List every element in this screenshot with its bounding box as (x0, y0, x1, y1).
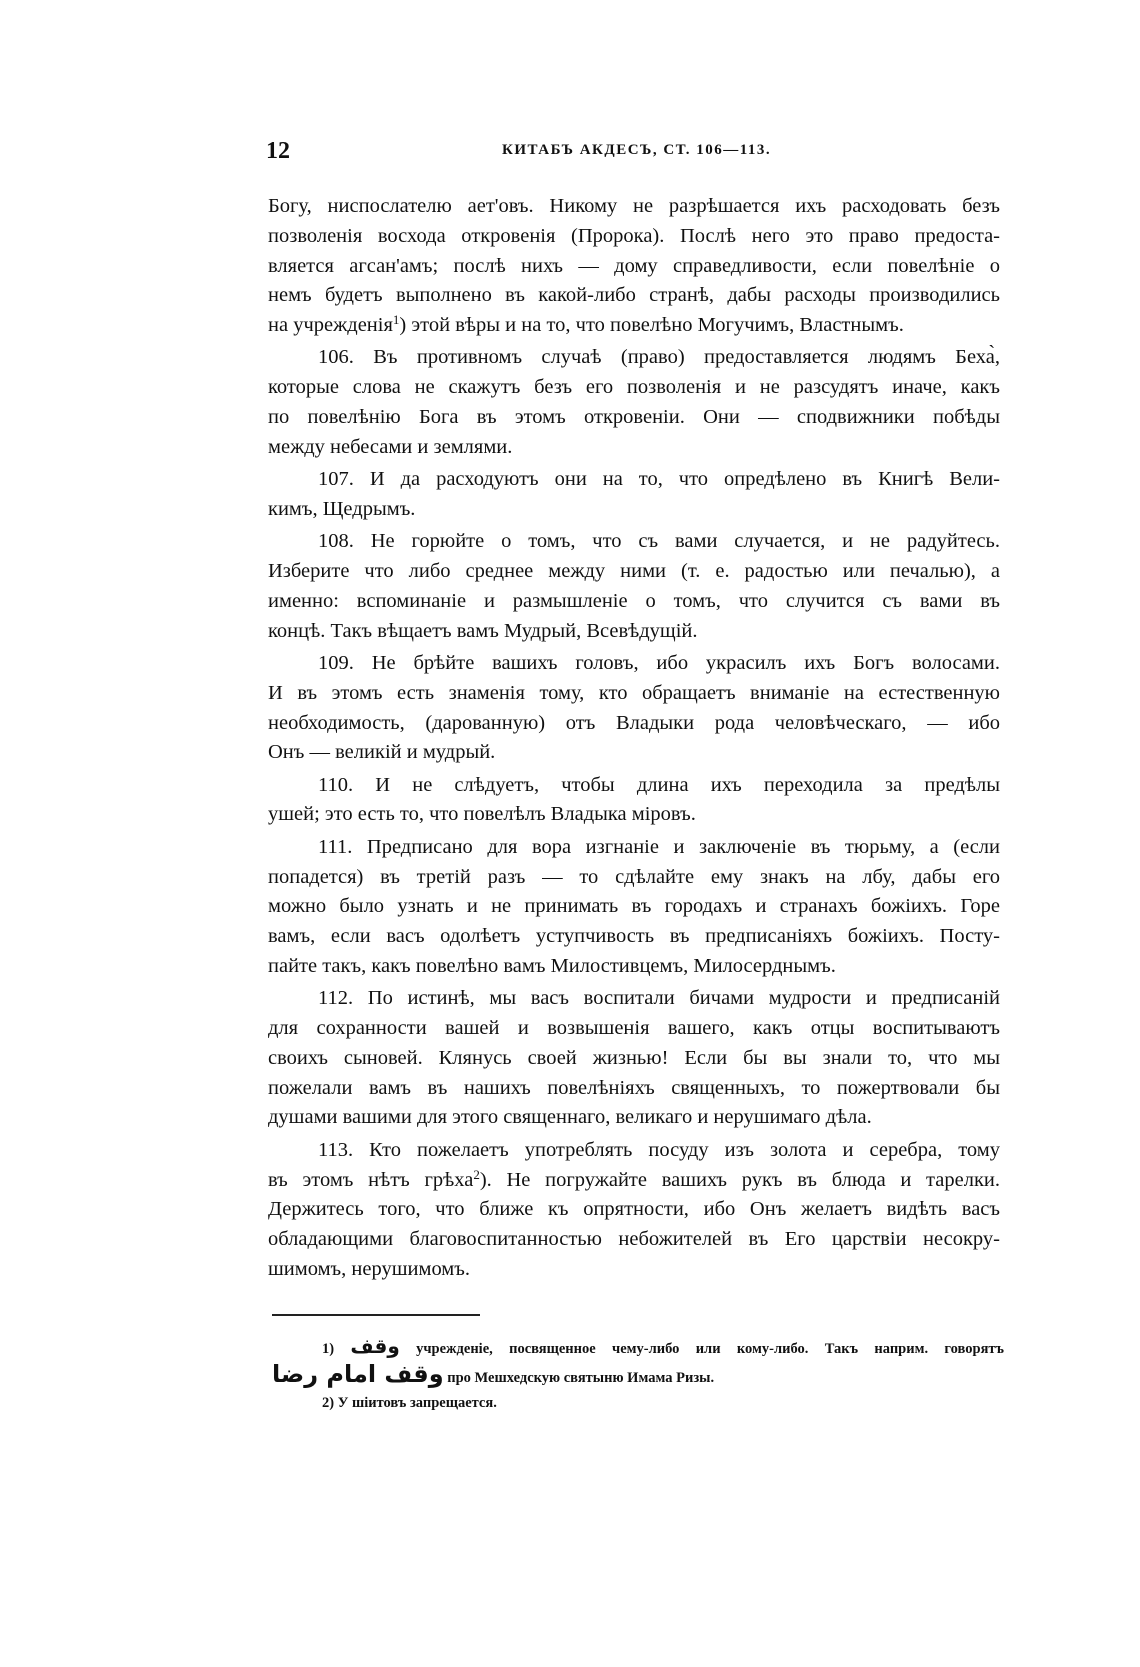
footnote-1-continuation: وقف امام رضا про Мешхедскую святыню Имама Ризы. (272, 1360, 715, 1388)
verse-110 (268, 771, 1000, 831)
text-line: необходимость, (дарованную) отъ Владыки рода человѣческаго, — ибо (268, 711, 1000, 734)
text-line: которые слова не скажутъ безъ его позволенія и не разсудятъ иначе, какъ (268, 376, 1000, 399)
verse-112 (268, 984, 1000, 1133)
running-header (266, 138, 1006, 168)
verse-106 (268, 343, 1000, 462)
text-line: Богу, ниспослателю ает'овъ. Никому не разрѣшается ихъ расходовать безъ (268, 195, 1000, 217)
text-line: 112. По истинѣ, мы васъ воспитали бичами мудрости и предписаній (318, 987, 1000, 1010)
text-line: кимъ, Щедрымъ. (268, 497, 416, 520)
text-line: 111. Предписано для вора изгнаніе и заключеніе въ тюрьму, а (если (318, 835, 1000, 858)
page-number: 12 (266, 138, 290, 164)
text-line: обладающими благовоспитанностью небожителей въ Его царствіи несокру- (268, 1228, 1000, 1251)
footnote-2: 2) У шіитовъ запрещается. (322, 1395, 497, 1411)
text-line: на учрежденія$^1$) этой вѣры и на то, что повелѣно Могучимъ, Властнымъ. (268, 312, 904, 337)
footnote-ref-2: 2 (473, 1166, 480, 1182)
text-line: 107. И да расходуютъ они на то, что опредѣлено въ Книгѣ Вели- (318, 468, 1000, 491)
paragraph-continuation (268, 192, 1000, 341)
arabic-phrase: وقف امام رضا (272, 1360, 444, 1388)
text-line: для сохранности вашей и возвышенія вашего, какъ отцы воспитываютъ (268, 1017, 1000, 1040)
text-line: попадется) въ третій разъ — то сдѣлайте ему знакъ на лбу, дабы его (268, 865, 1000, 888)
text-line: именно: вспоминаніе и размышленіе о томъ, что случится съ вами въ (268, 589, 1000, 612)
text-line: шимомъ, нерушимомъ. (268, 1257, 470, 1280)
verse-111 (268, 833, 1000, 982)
verse-108 (268, 527, 1000, 646)
text-line: 106. Въ противномъ случаѣ (право) предоставляется людямъ Беха̀, (318, 346, 1000, 369)
footnote-ref-1: 1 (392, 312, 400, 328)
text-line: концѣ. Такъ вѣщаетъ вамъ Мудрый, Всевѣдущій. (268, 619, 698, 642)
text-line: вляется агсан'амъ; послѣ нихъ — дому справедливости, если повелѣніе о (268, 254, 1000, 277)
text-line: 109. Не брѣйте вашихъ головъ, ибо украсилъ ихъ Богъ волосами. (318, 651, 1000, 674)
text-line: немъ будетъ выполнено въ какой-либо странѣ, дабы расходы производились (268, 284, 1000, 307)
text-line: Изберите что либо среднее между ними (т. е. радостью или печалью), а (268, 560, 1000, 583)
arabic-term: وقف (350, 1334, 400, 1358)
verse-107 (268, 465, 1000, 525)
text-line: позволенія восхода откровенія (Пророка). Послѣ него это право предоста- (268, 224, 1000, 247)
text-line: можно было узнать и не принимать въ городахъ и странахъ божіихъ. Горе (268, 895, 1000, 918)
footnotes (272, 1334, 1004, 1416)
text-line: по повелѣнію Бога въ этомъ откровеніи. Они — сподвижники побѣды (268, 406, 1000, 429)
text-line: вамъ, если васъ одолѣетъ уступчивость въ предписаніяхъ божіихъ. Посту- (268, 925, 1000, 948)
text-line: между небесами и землями. (268, 435, 513, 458)
text-line: ушей; это есть то, что повелѣлъ Владыка міровъ. (268, 803, 696, 826)
text-line: пожелали вамъ въ нашихъ повелѣніяхъ священныхъ, то пожертвовали бы (268, 1076, 1000, 1099)
verse-109 (268, 649, 1000, 768)
text-line: И въ этомъ есть знаменія тому, кто обращаетъ вниманіе на естественную (268, 681, 1000, 704)
text-line: въ этомъ нѣтъ грѣха$^2$). Не погружайте вашихъ рукъ въ блюда и тарелки. (268, 1166, 1000, 1191)
text-line: 113. Кто пожелаетъ употреблять посуду изъ золота и серебра, тому (318, 1138, 1000, 1161)
main-text (268, 192, 1000, 1285)
verse-113 (268, 1136, 1000, 1285)
text-line: душами вашими для этого священнаго, великаго и нерушимаго дѣла. (268, 1106, 872, 1129)
text-line: 108. Не горюйте о томъ, что съ вами случается, и не радуйтесь. (318, 530, 1000, 553)
text-line: пайте такъ, какъ повелѣно вамъ Милостивцемъ, Милосерднымъ. (268, 954, 836, 977)
text-line: Онъ — великій и мудрый. (268, 741, 496, 764)
running-title: КИТАБЪ АКДЕСЪ, СТ. 106—113. (502, 142, 772, 158)
text-line: 110. И не слѣдуетъ, чтобы длина ихъ переходила за предѣлы (318, 773, 1000, 796)
footnote-1: 1) وقف учрежденіе, посвященное чему-либо или кому-либо. Такъ наприм. говорятъ (322, 1334, 1004, 1358)
text-line: Держитесь того, что ближе къ опрятности, ибо Онъ желаетъ видѣть васъ (268, 1198, 1000, 1221)
footnote-separator (272, 1314, 480, 1316)
text-line: своихъ сыновей. Клянусь своей жизнью! Если бы вы знали то, что мы (268, 1046, 1000, 1069)
